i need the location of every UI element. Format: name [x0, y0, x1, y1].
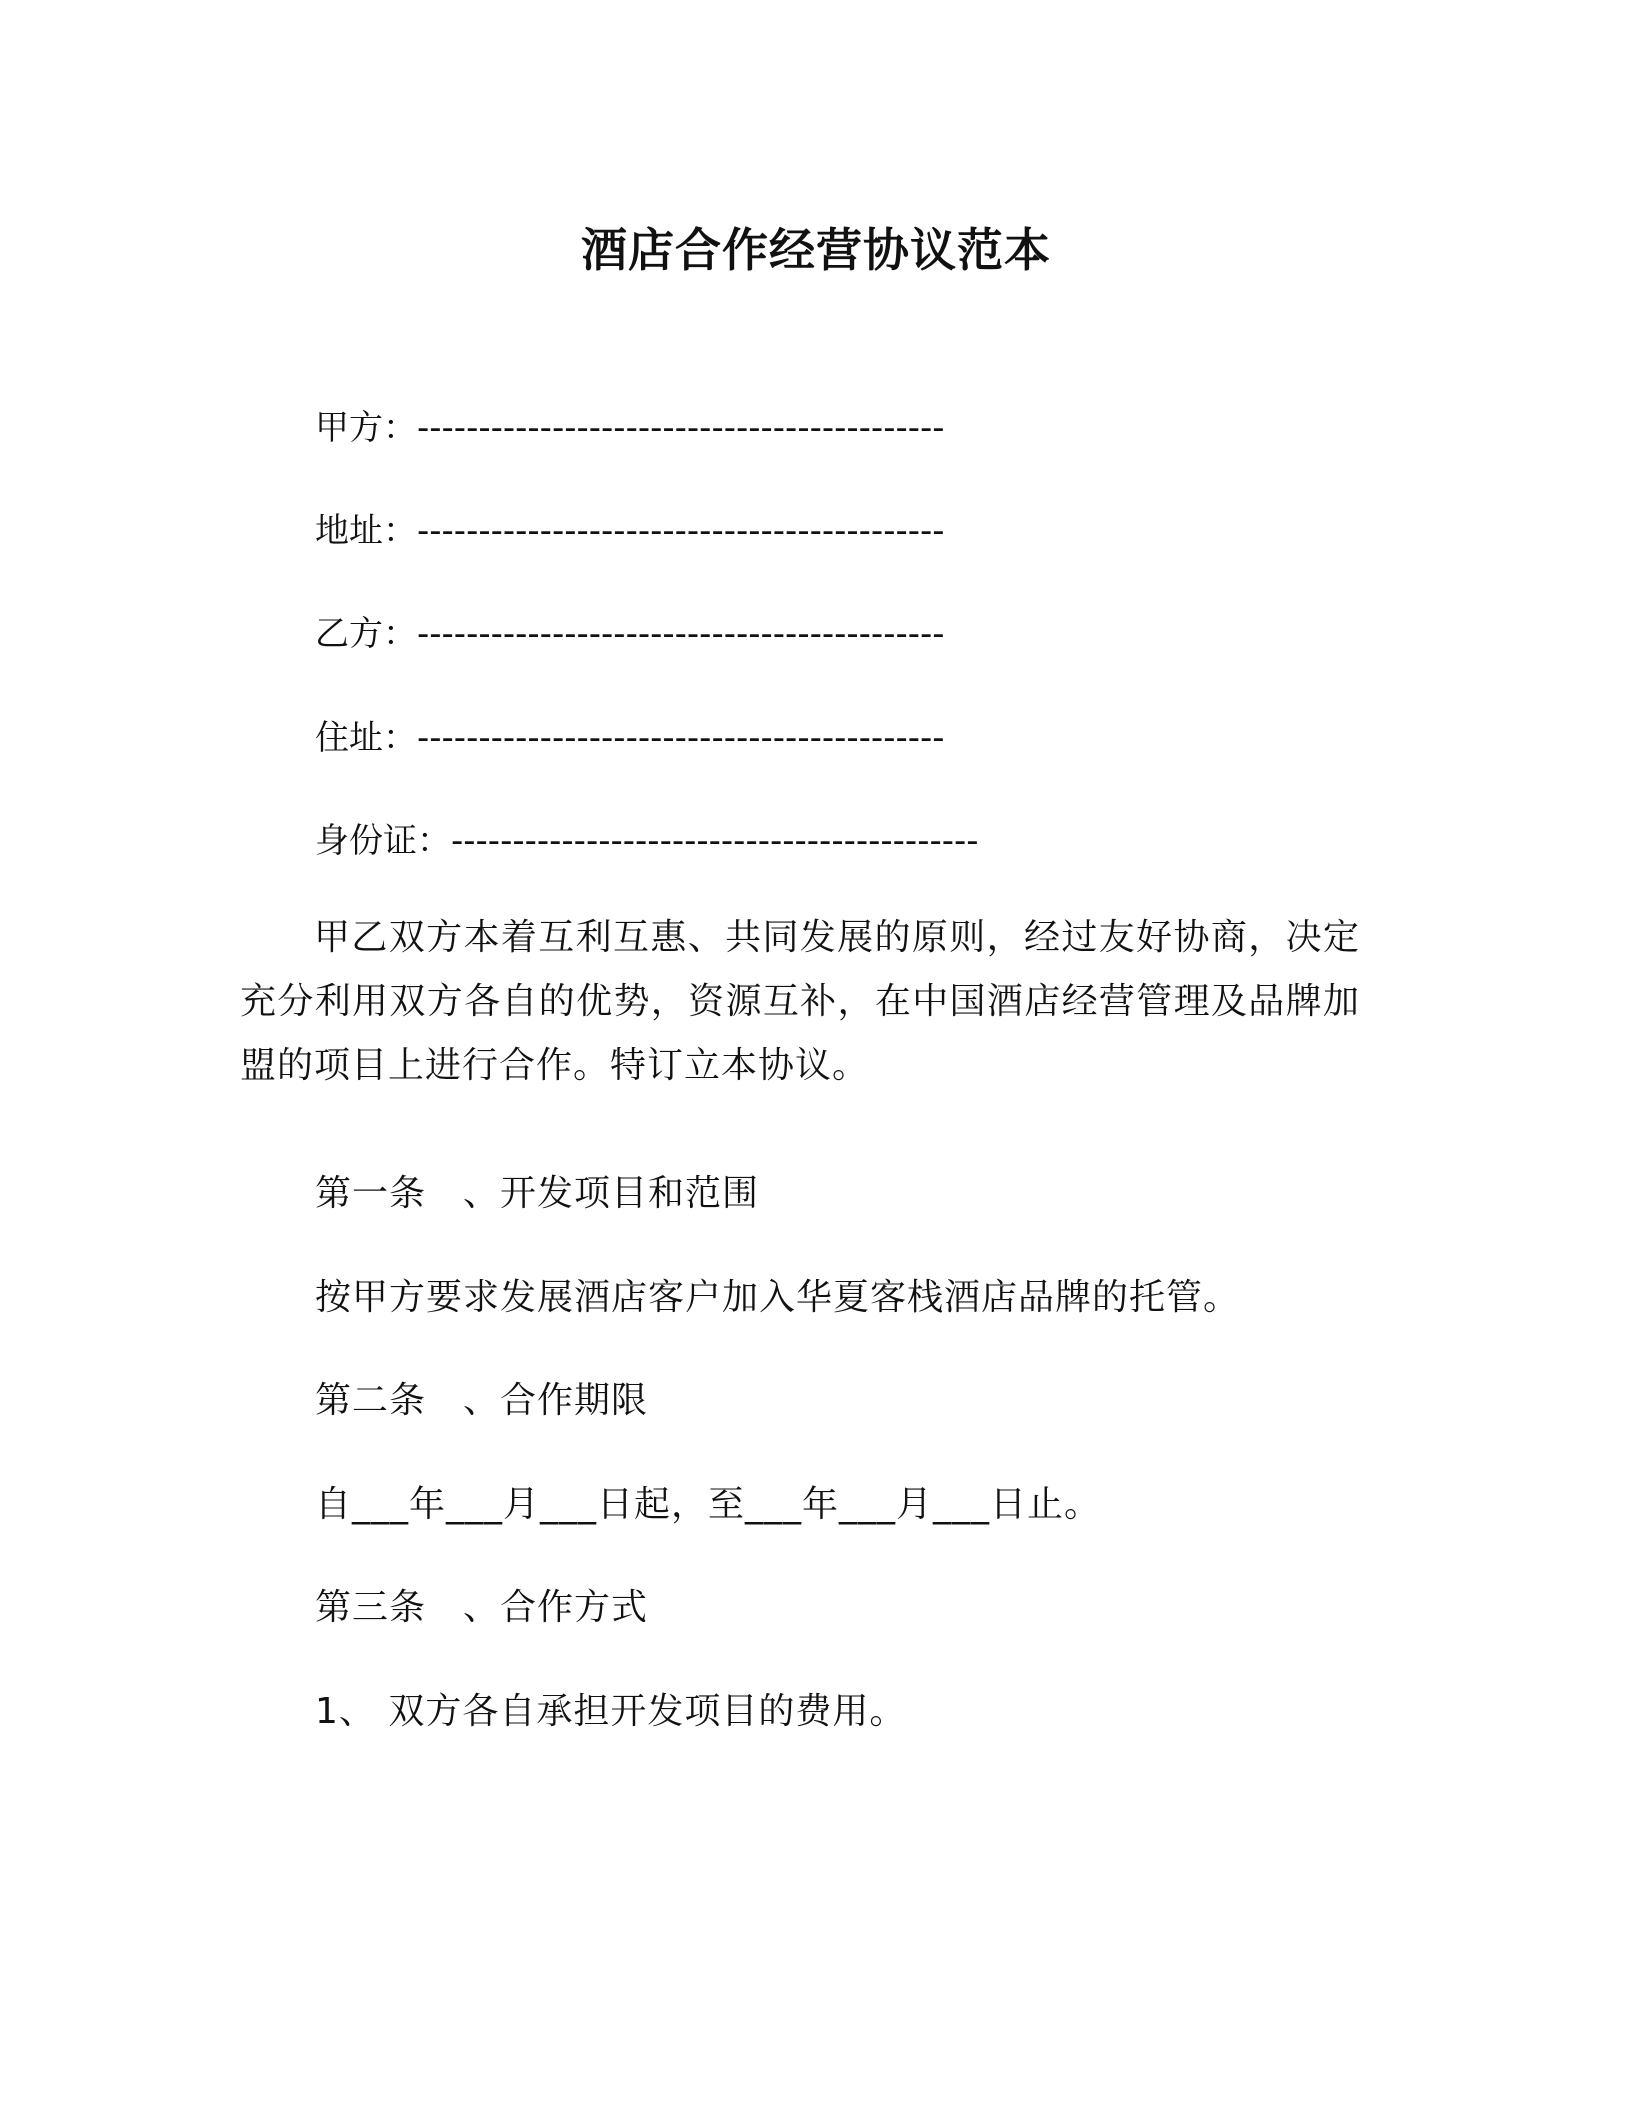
intro-paragraph: 甲乙双方本着互利互惠、共同发展的原则，经过友好协商，决定充分利用双方各自的优势，资源互补，在中国酒店经营管理及品牌加盟的项目上进行合作。特订立本协议。	[240, 917, 1360, 1086]
article-2-body: 自___年___月___日起，至___年___月___日止。	[315, 1484, 1102, 1525]
residence-field: 住址：-------------------------------------------	[315, 718, 945, 758]
article-3-item-1: 1、 双方各自承担开发项目的费用。	[315, 1691, 907, 1732]
document-title: 酒店合作经营协议范本	[581, 223, 1051, 277]
article-1-body: 按甲方要求发展酒店客户加入华夏客栈酒店品牌的托管。	[315, 1277, 1241, 1318]
party-a-field: 甲方：-------------------------------------------	[315, 408, 945, 448]
article-1-heading: 第一条 、开发项目和范围	[315, 1173, 760, 1214]
id-card-field: 身份证：-------------------------------------------	[315, 821, 979, 861]
article-3-heading: 第三条 、合作方式	[315, 1587, 649, 1628]
party-b-field: 乙方：-------------------------------------------	[315, 614, 945, 654]
article-2-heading: 第二条 、合作期限	[315, 1380, 649, 1421]
address-field: 地址：-------------------------------------------	[315, 511, 945, 551]
